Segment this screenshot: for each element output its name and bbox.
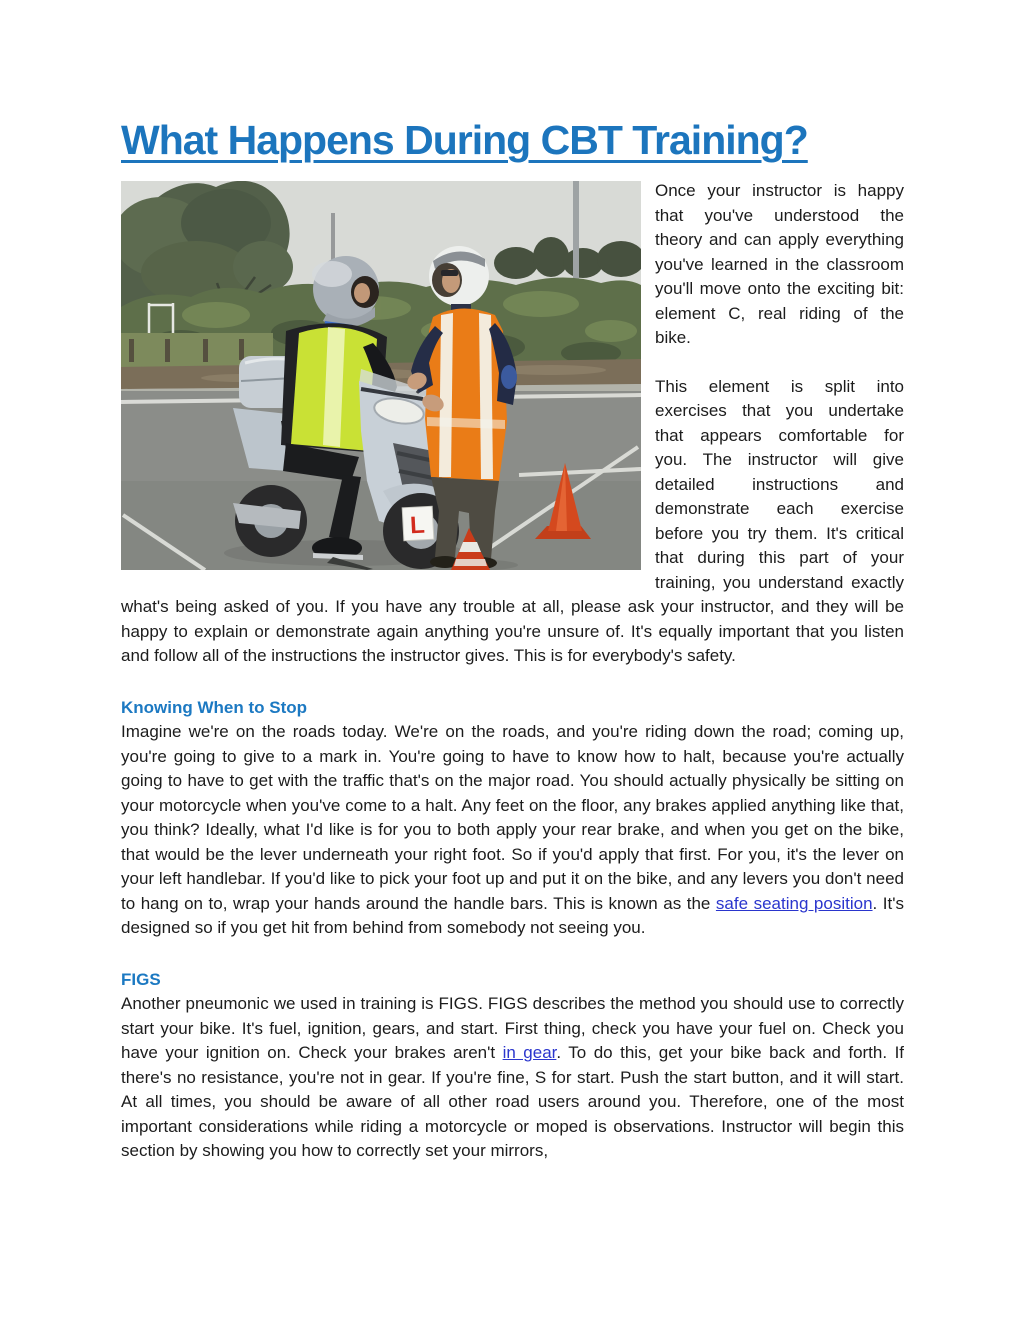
- section-heading-figs: FIGS: [121, 969, 161, 989]
- knowing-text-after-link: . It's designed so if you get hit from behind from somebody not seeing you.: [121, 893, 905, 938]
- photo-illustration: [121, 181, 641, 570]
- figs-paragraph: [121, 992, 904, 1164]
- figs-text-after-link: . To do this, get your bike back and forth. If there's no resistance, you're not in gear. If you're fine, S for start. Push the start button, and it will start. At all times, you should be aware of all other road users around you. Therefore, one of the most important considerations while riding a motorcycle or moped is observations. Instructor will begin this section by showing you how to correctly set your mirrors,: [121, 1043, 905, 1161]
- intro-paragraph-1: Once your instructor is happy that you've understood the theory and can apply everything you've learned in the classroom you'll move onto the exciting bit: element C, real riding of the bike.: [655, 181, 904, 348]
- section-heading-knowing-when-to-stop: Knowing When to Stop: [121, 697, 308, 717]
- figs-text-before-link: Another pneumonic we used in training is FIGS. FIGS describes the method you should use to correctly start your bike. It's fuel, ignition, gears, and start. First thing, check you have your fuel on. Check you have your ignition on. Check your brakes aren't: [121, 994, 904, 1063]
- intro-paragraph-2: This element is split into exercises that you undertake that appears comfortable for you. The instructor will give detailed instructions and demonstrate each exercise before you try them. It's critical that during this part of your training, you understand exactly what's being asked of you. If you have any trouble at all, please ask your instructor, and they will be happy to explain or demonstrate again anything you're unsure of. It's equally important that you listen and follow all of the instructions the instructor gives. This is for everybody's safety.: [121, 376, 904, 666]
- page-title: What Happens During CBT Training?: [121, 117, 808, 163]
- knowing-text-before-link: Imagine we're on the roads today. We're on the roads, and you're riding down the road; coming up, you're going to give to a mark in. You're going to have to know how to halt, because you're actually going to have to get with the traffic that's on the major road. You should actually physically be sitting on your motorcycle when you've come to a halt. Any feet on the floor, any brakes applied anything like that, you think? Ideally, what I'd like is for you to both apply your rear brake, and when you get on the bike, that would be the lever underneath your right foot. So if you'd apply that first. For you, it's the lever on your left handlebar. If you'd like to pick your foot up and put it on the bike, and any levers you don't need to hang on to, wrap your hands around the handle bars. This is known as the: [121, 722, 904, 913]
- l-plate: [402, 507, 434, 542]
- l-plate-letter: L: [409, 512, 426, 540]
- safe-seating-position-link[interactable]: safe seating position: [715, 893, 873, 913]
- knowing-when-to-stop-paragraph: [121, 720, 904, 941]
- in-gear-link[interactable]: in gear: [502, 1043, 557, 1063]
- article-content: [121, 116, 904, 1164]
- intro-section: [121, 179, 904, 669]
- cbt-training-photo: [121, 181, 641, 570]
